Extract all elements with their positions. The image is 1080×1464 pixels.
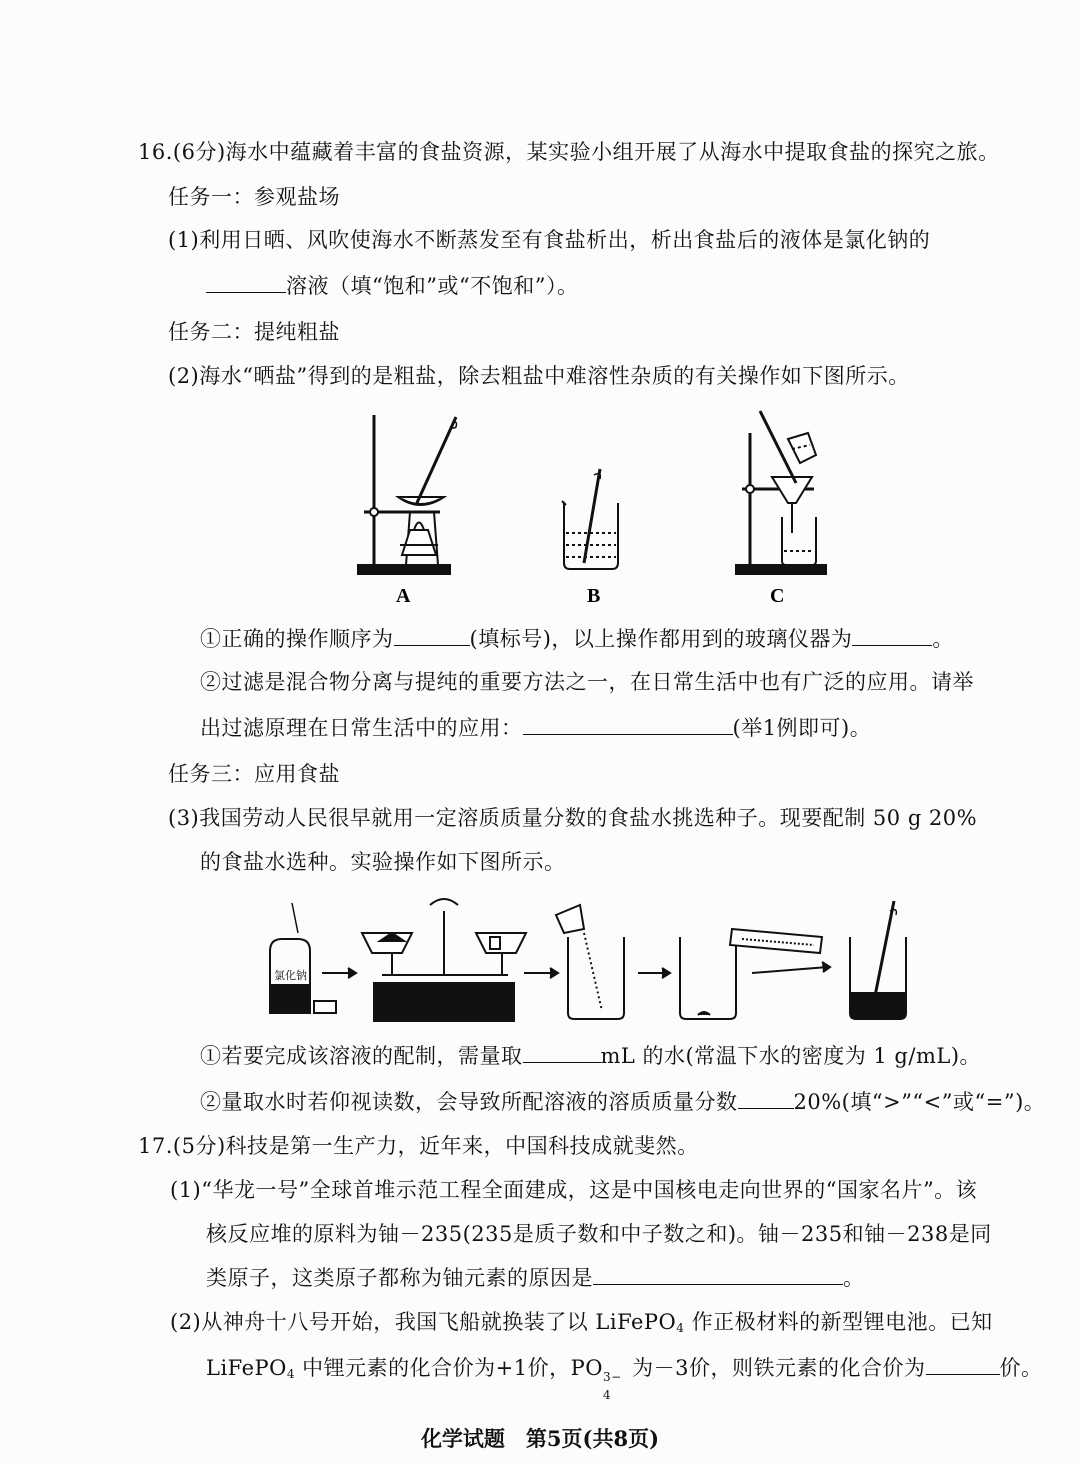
q17-p1-text-a: 类原子，这类原子都称为铀元素的原因是 [206, 1266, 593, 1290]
q16-part3-q1 [200, 1042, 981, 1070]
q16-header: 16.(6分)海水中蕴藏着丰富的食盐资源，某实验小组开展了从海水中提取食盐的探究之旅。 [138, 140, 1000, 164]
page-footer: 化学试题 第5页(共8页) [420, 1426, 660, 1451]
q16-p2-q1-text-a: ①正确的操作顺序为 [200, 627, 394, 651]
q16-part3-q2 [200, 1088, 1045, 1116]
answer-blank[interactable] [926, 1354, 1000, 1375]
answer-blank[interactable] [852, 625, 932, 646]
apparatus-c-filtration [736, 411, 826, 574]
q17-header: 17.(5分)科技是第一生产力，近年来，中国科技成就斐然。 [138, 1134, 699, 1158]
q17-part1-line2: 核反应堆的原料为铀－235(235是质子数和中子数之和)。铀－235和铀－238是同 [206, 1222, 992, 1246]
task1-title: 任务一：参观盐场 [168, 185, 340, 209]
q16-part2-q2-line2 [200, 714, 871, 742]
q17-p2-text-d: 中锂元素的化合价为+1价，PO [295, 1356, 603, 1380]
answer-blank[interactable] [206, 272, 286, 293]
answer-blank[interactable] [523, 1042, 601, 1063]
q16-p3-q1-text-a: ①若要完成该溶液的配制，需量取 [200, 1044, 523, 1068]
answer-blank[interactable] [738, 1088, 794, 1109]
balance-scale [362, 899, 526, 1021]
q16-part3-line1: (3)我国劳动人民很早就用一定溶质质量分数的食盐水挑选种子。现要配制 50 g 20% [168, 806, 978, 830]
apparatus-b-dissolving [562, 469, 618, 569]
q16-part2: (2)海水“晒盐”得到的是粗盐，除去粗盐中难溶性杂质的有关操作如下图所示。 [168, 364, 910, 388]
superscript-charge: 3− [602, 1370, 622, 1384]
answer-blank[interactable] [394, 625, 470, 646]
q16-part2-q2-line1: ②过滤是混合物分离与提纯的重要方法之一，在日常生活中也有广泛的应用。请举 [200, 670, 974, 694]
task2-title: 任务二：提纯粗盐 [168, 320, 340, 344]
beaker-adding-salt [556, 905, 624, 1019]
figure-solution-preparation [262, 893, 922, 1033]
q17-p2-text-c: LiFePO [206, 1356, 287, 1380]
q16-p3-q2-text-a: ②量取水时若仰视读数，会导致所配溶液的溶质质量分数 [200, 1090, 738, 1114]
figure-filtration-apparatus [340, 405, 840, 615]
q17-p2-text-b: 作正极材料的新型锂电池。已知 [684, 1310, 993, 1334]
q16-p2-q2-text-a: 出过滤原理在日常生活中的应用： [200, 716, 523, 740]
subscript-4: 4 [286, 1367, 295, 1381]
q16-p2-q1-text-b: (填标号)，以上操作都用到的玻璃仪器为 [469, 627, 853, 651]
subscript-4: 4 [676, 1321, 685, 1335]
task3-title: 任务三：应用食盐 [168, 762, 340, 786]
bottle-label: 氯化钠 [274, 969, 307, 982]
q17-p2-text-a: (2)从神舟十八号开始，我国飞船就换装了以 LiFePO [170, 1310, 677, 1334]
answer-blank[interactable] [593, 1264, 843, 1285]
q17-p2-text-e: 为－3价，则铁元素的化合价为 [624, 1356, 926, 1380]
q16-part3-line2: 的食盐水选种。实验操作如下图所示。 [200, 850, 566, 874]
apparatus-a-evaporation [358, 415, 457, 574]
fig-label-b: B [587, 585, 601, 607]
q16-p3-q1-text-b: mL 的水(常温下水的密度为 1 g/mL)。 [600, 1044, 982, 1068]
q17-p1-text-b: 。 [843, 1266, 865, 1290]
q16-p3-q2-text-b: 20%(填“>”“<”或“=”)。 [793, 1090, 1046, 1114]
q16-part2-q1 [200, 625, 954, 653]
q16-part1-line1: (1)利用日晒、风吹使海水不断蒸发至有食盐析出，析出食盐后的液体是氯化钠的 [168, 228, 931, 252]
fig-label-c: C [770, 585, 785, 607]
fig-label-a: A [396, 585, 411, 607]
q16-p2-q1-text-c: 。 [932, 627, 954, 651]
beaker-adding-water [680, 929, 822, 1019]
q17-part2-line2 [206, 1354, 1043, 1402]
beaker-stirring [850, 901, 906, 1019]
q17-p2-text-f: 价。 [999, 1356, 1043, 1380]
q16-part1-suffix: 溶液（填“饱和”或“不饱和”）。 [286, 274, 579, 298]
q17-part1-line3 [206, 1264, 865, 1292]
q17-part1-line1: (1)“华龙一号”全球首堆示范工程全面建成，这是中国核电走向世界的“国家名片”。该 [170, 1178, 978, 1202]
subscript-4: 4 [602, 1388, 612, 1402]
q17-part2-line1 [170, 1308, 993, 1342]
answer-blank[interactable] [523, 714, 733, 735]
q16-p2-q2-text-b: (举1例即可)。 [732, 716, 872, 740]
reagent-bottle [270, 903, 336, 1013]
q16-part1-line2 [206, 272, 578, 300]
